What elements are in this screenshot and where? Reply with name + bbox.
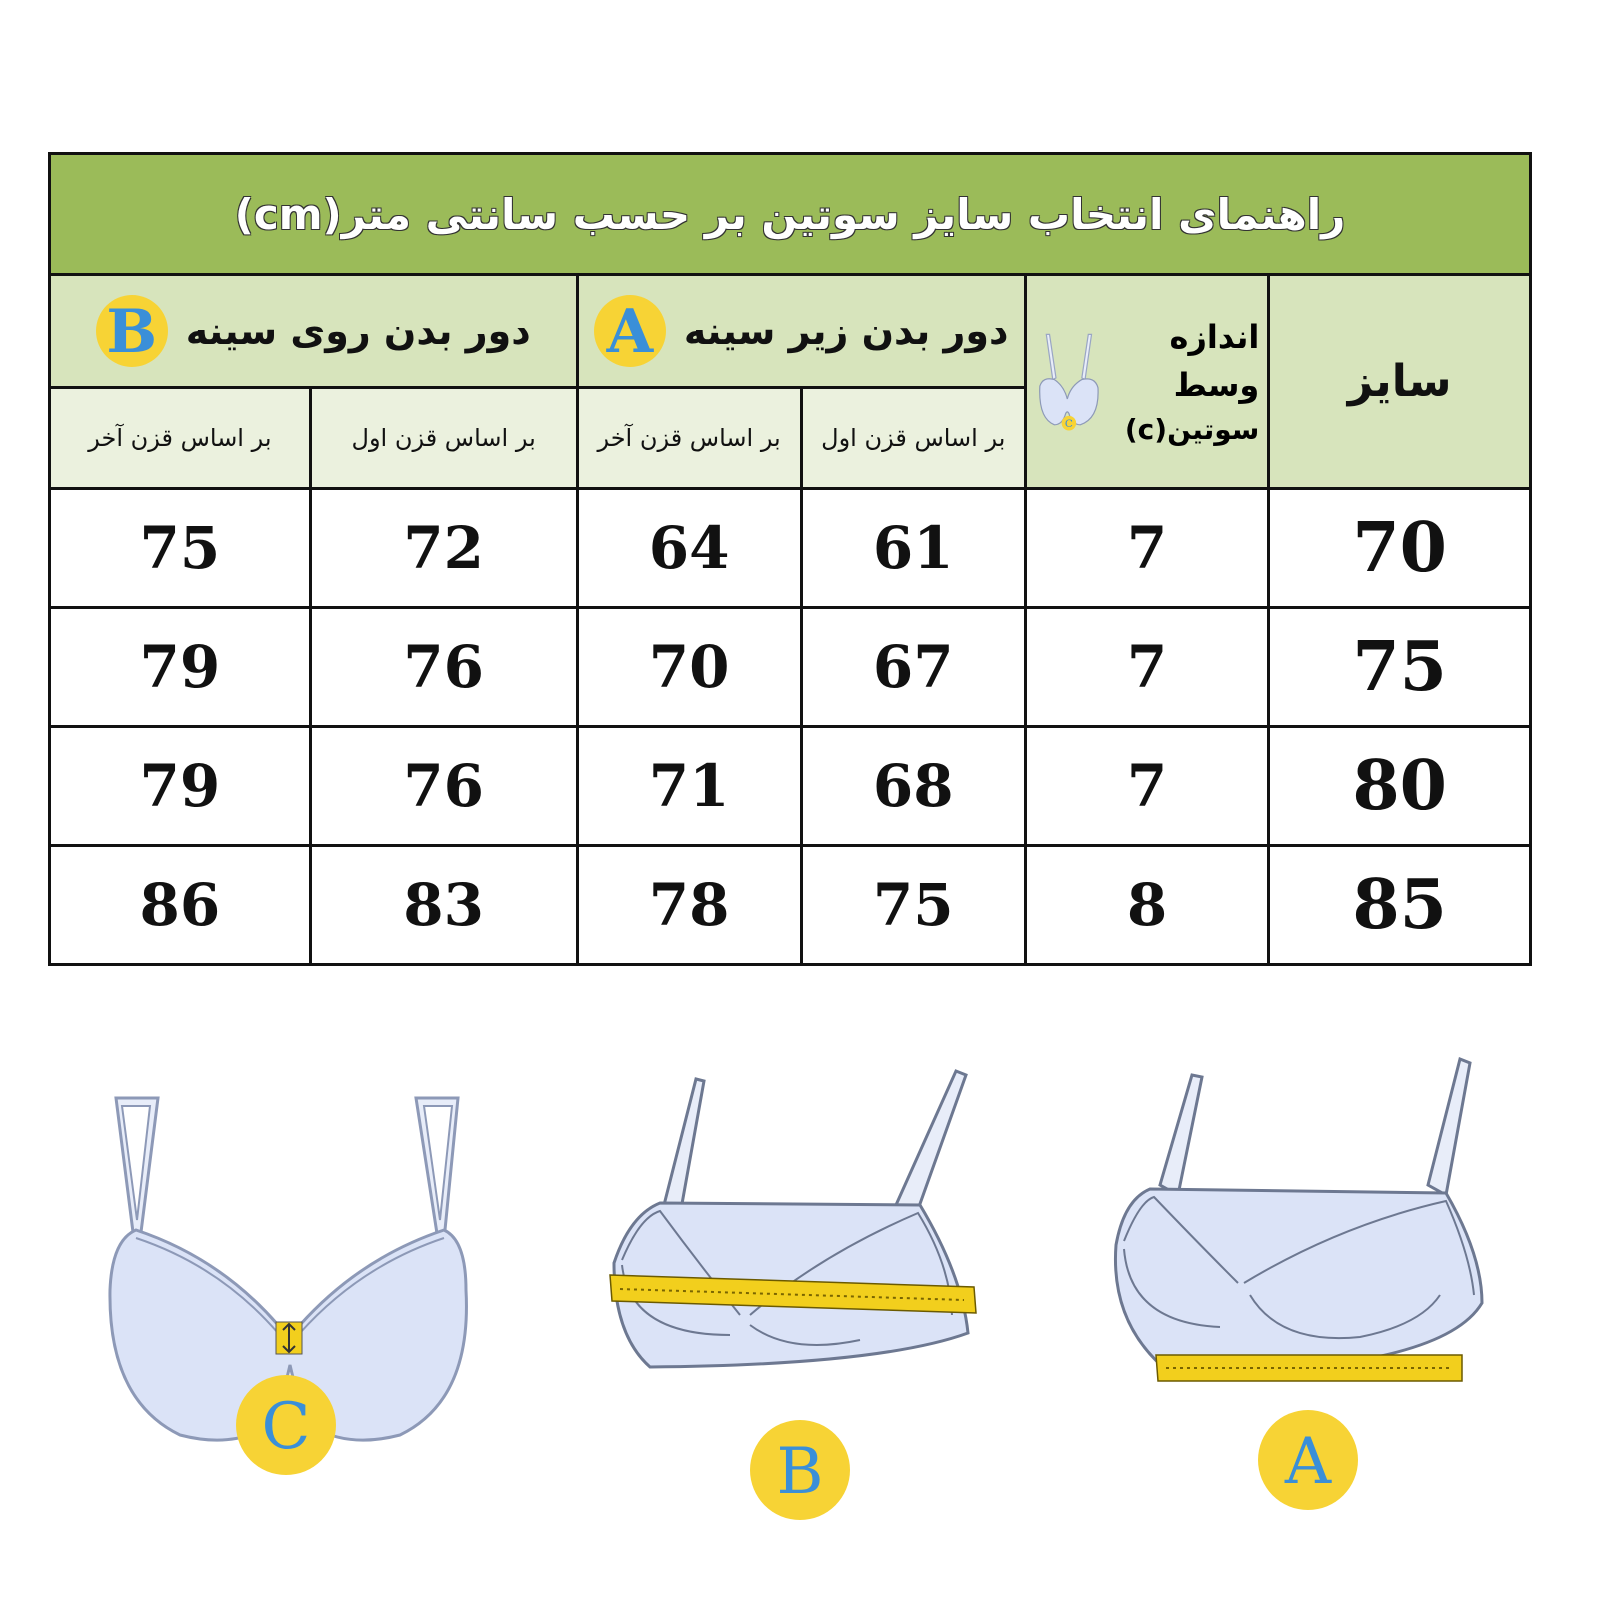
bra-front-thumb-icon xyxy=(1035,317,1103,447)
size-cell: 70 xyxy=(1269,489,1531,608)
under-bust-label: دور بدن زیر سینه xyxy=(683,309,1009,353)
table-row xyxy=(50,489,1531,608)
over-first-cell: 76 xyxy=(310,727,577,846)
over-first-cell: 72 xyxy=(310,489,577,608)
chart-title: راهنمای انتخاب سایز سوتین بر حسب سانتی متر(cm) xyxy=(50,154,1531,275)
over-last-hook-header: بر اساس قزن آخر xyxy=(50,388,311,489)
middle-cell: 7 xyxy=(1025,608,1268,727)
over-last-cell: 75 xyxy=(50,489,311,608)
bra-front-icon xyxy=(100,1090,480,1500)
c-badge-large: C xyxy=(261,1390,311,1464)
a-badge-large: A xyxy=(1284,1425,1332,1499)
bra-side-overbust-icon xyxy=(600,1065,1000,1545)
table-row xyxy=(50,727,1531,846)
middle-size-line1: اندازه وسط xyxy=(1169,317,1260,404)
table-row xyxy=(50,608,1531,727)
over-last-cell: 79 xyxy=(50,727,311,846)
under-first-cell: 75 xyxy=(801,846,1025,965)
size-cell: 75 xyxy=(1269,608,1531,727)
under-last-cell: 71 xyxy=(577,727,801,846)
under-last-cell: 70 xyxy=(577,608,801,727)
over-first-hook-header: بر اساس قزن اول xyxy=(310,388,577,489)
under-first-cell: 68 xyxy=(801,727,1025,846)
over-bust-label: دور بدن روی سینه xyxy=(185,309,531,353)
under-last-cell: 64 xyxy=(577,489,801,608)
b-badge: B xyxy=(96,295,168,367)
a-badge: A xyxy=(594,295,666,367)
over-last-cell: 86 xyxy=(50,846,311,965)
over-last-cell: 79 xyxy=(50,608,311,727)
b-badge-large: B xyxy=(776,1435,824,1509)
under-last-cell: 78 xyxy=(577,846,801,965)
size-cell: 85 xyxy=(1269,846,1531,965)
bra-side-underbust-icon xyxy=(1110,1055,1510,1535)
under-first-cell: 67 xyxy=(801,608,1025,727)
middle-size-header xyxy=(1025,275,1268,489)
over-first-cell: 76 xyxy=(310,608,577,727)
under-last-hook-header: بر اساس قزن آخر xyxy=(577,388,801,489)
middle-size-line2: سوتین(c) xyxy=(1124,412,1260,446)
size-header: سایز xyxy=(1269,275,1531,489)
over-first-cell: 83 xyxy=(310,846,577,965)
under-first-cell: 61 xyxy=(801,489,1025,608)
under-first-hook-header: بر اساس قزن اول xyxy=(801,388,1025,489)
middle-cell: 7 xyxy=(1025,489,1268,608)
size-chart-table xyxy=(48,152,1532,966)
size-cell: 80 xyxy=(1269,727,1531,846)
over-bust-header xyxy=(50,275,578,388)
middle-cell: 8 xyxy=(1025,846,1268,965)
middle-size-label xyxy=(1109,313,1260,451)
middle-cell: 7 xyxy=(1025,727,1268,846)
under-bust-header xyxy=(577,275,1025,388)
c-badge-small: C xyxy=(1064,417,1073,430)
table-row xyxy=(50,846,1531,965)
